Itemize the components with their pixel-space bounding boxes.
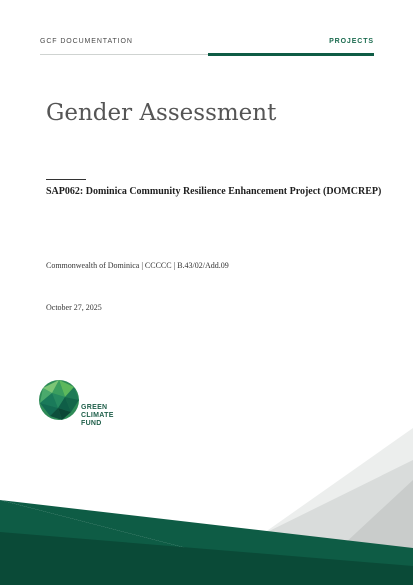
document-date: October 27, 2025: [46, 303, 102, 312]
header-projects-label: PROJECTS: [329, 38, 374, 45]
project-title: SAP062: Dominica Community Resilience Enhancement Project (DOMCREP): [46, 186, 382, 197]
decorative-footer-band: [0, 420, 413, 585]
globe-logo-icon: [38, 379, 80, 421]
document-reference: Commonwealth of Dominica | CCCCC | B.43/02/Add.09: [46, 261, 229, 270]
logo-word-green: GREEN: [81, 404, 108, 411]
document-title: Gender Assessment: [46, 100, 277, 126]
logo-word-fund: FUND: [81, 420, 102, 427]
header-documentation-label: GCF DOCUMENTATION: [40, 38, 133, 45]
title-divider: [46, 179, 86, 180]
logo-word-climate: CLIMATE: [81, 412, 114, 419]
header-rule-accent: [208, 53, 374, 56]
header-rule-thin: [40, 54, 208, 55]
